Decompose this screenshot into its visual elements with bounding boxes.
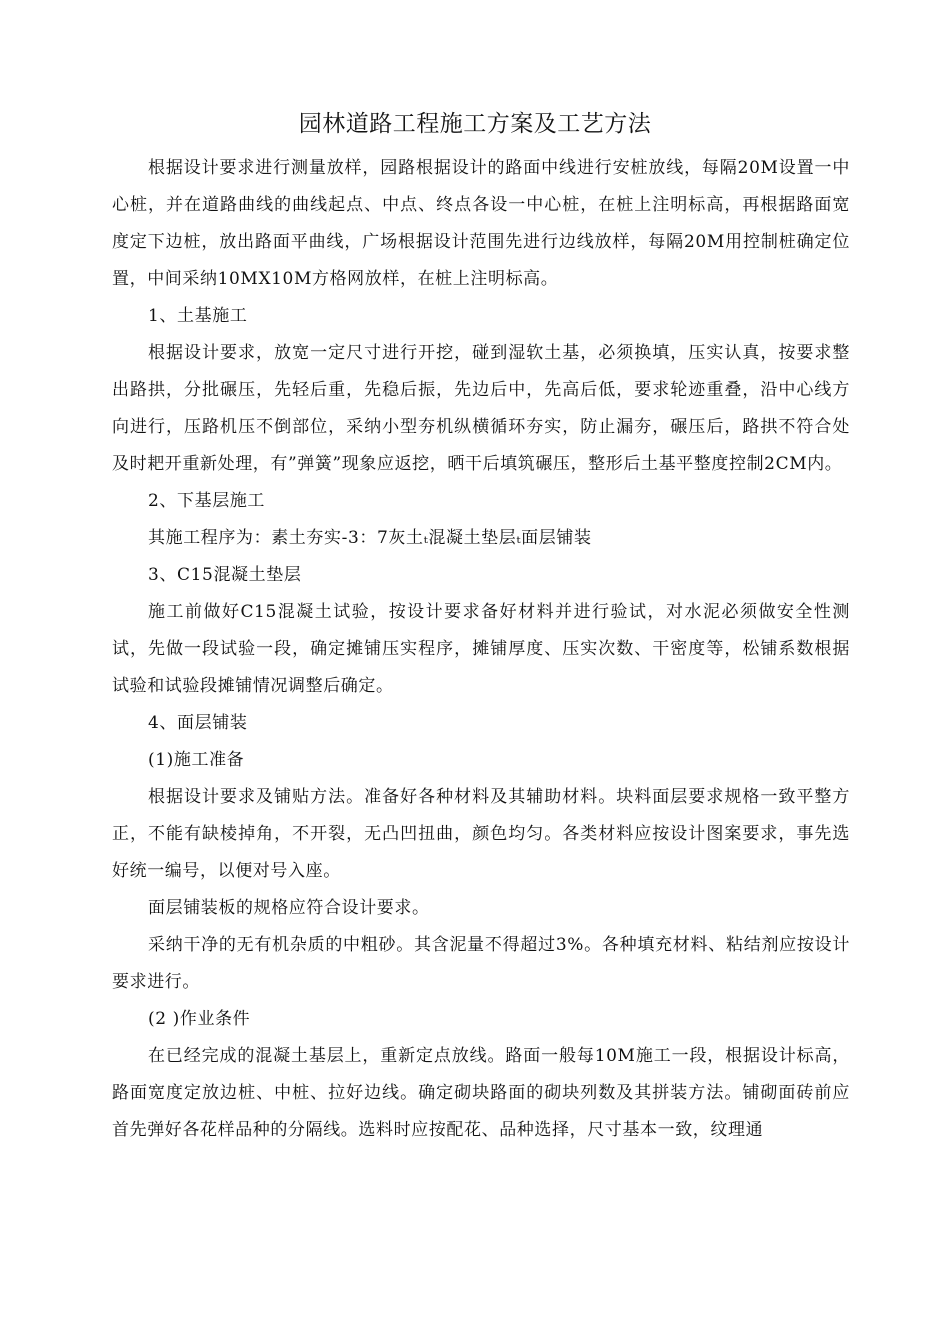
section-heading-subgrade: 1、土基施工 <box>148 306 248 326</box>
subheading-work-conditions: (2 )作业条件 <box>148 1009 251 1029</box>
paragraph-sand-spec: 采纳干净的无有机杂质的中粗砂。其含泥量不得超过3%。各种填充材料、粘结剂应按设计要求进行。 <box>112 935 850 992</box>
section-heading-base-layer: 2、下基层施工 <box>148 491 266 511</box>
paragraph-work-conditions: 在已经完成的混凝土基层上，重新定点放线。路面一般每10M施工一段，根据设计标高，路面宽度定放边桩、中桩、拉好边线。确定砌块路面的砌块列数及其拼装方法。铺砌面砖前应首先弹好各花样品种的分隔线。选料时应按配花、品种选择，尺寸基本一致，纹理通 <box>112 1046 850 1140</box>
paragraph-concrete-cushion: 施工前做好C15混凝土试验，按设计要求备好材料并进行验试，对水泥必须做安全性测试，先做一段试验一段，确定摊铺压实程序，摊铺厚度、压实次数、干密度等，松铺系数根据试验和试验段摊铺情况调整后确定。 <box>112 602 850 696</box>
paragraph-slab-spec: 面层铺装板的规格应符合设计要求。 <box>148 898 430 918</box>
section-heading-concrete-cushion: 3、C15混凝土垫层 <box>148 565 302 585</box>
document-title: 园林道路工程施工方案及工艺方法 <box>298 111 652 137</box>
paragraph-base-layer-sequence: 其施工程序为：素土夯实-3：7灰土ₜ混凝土垫层ₜ面层铺装 <box>148 528 592 548</box>
subheading-preparation: (1)施工准备 <box>148 750 245 770</box>
section-heading-surface-paving: 4、面层铺装 <box>148 713 248 733</box>
document-body <box>112 150 850 1149</box>
paragraph-preparation: 根据设计要求及铺贴方法。准备好各种材料及其辅助材料。块料面层要求规格一致平整方正，不能有缺棱掉角，不开裂，无凸凹扭曲，颜色均匀。各类材料应按设计图案要求，事先选好统一编号，以便对号入座。 <box>112 787 850 881</box>
paragraph-subgrade: 根据设计要求，放宽一定尺寸进行开挖，碰到湿软土基，必须换填，压实认真，按要求整出路拱，分批碾压，先轻后重，先稳后振，先边后中，先高后低，要求轮迹重叠，沿中心线方向进行，压路机压不倒部位，采纳小型夯机纵横循环夯实，防止漏夯，碾压后，路拱不符合处及时耙开重新处理，有”弹簧”现象应返挖，晒干后填筑碾压，整形后土基平整度控制2CM内。 <box>112 343 850 474</box>
paragraph-survey-layout: 根据设计要求进行测量放样，园路根据设计的路面中线进行安桩放线，每隔20M设置一中心桩，并在道路曲线的曲线起点、中点、终点各设一中心桩，在桩上注明标高，再根据路面宽度定下边桩，放出路面平曲线，广场根据设计范围先进行边线放样，每隔20M用控制桩确定位置，中间采纳10MX10M方格网放样，在桩上注明标高。 <box>112 158 850 289</box>
